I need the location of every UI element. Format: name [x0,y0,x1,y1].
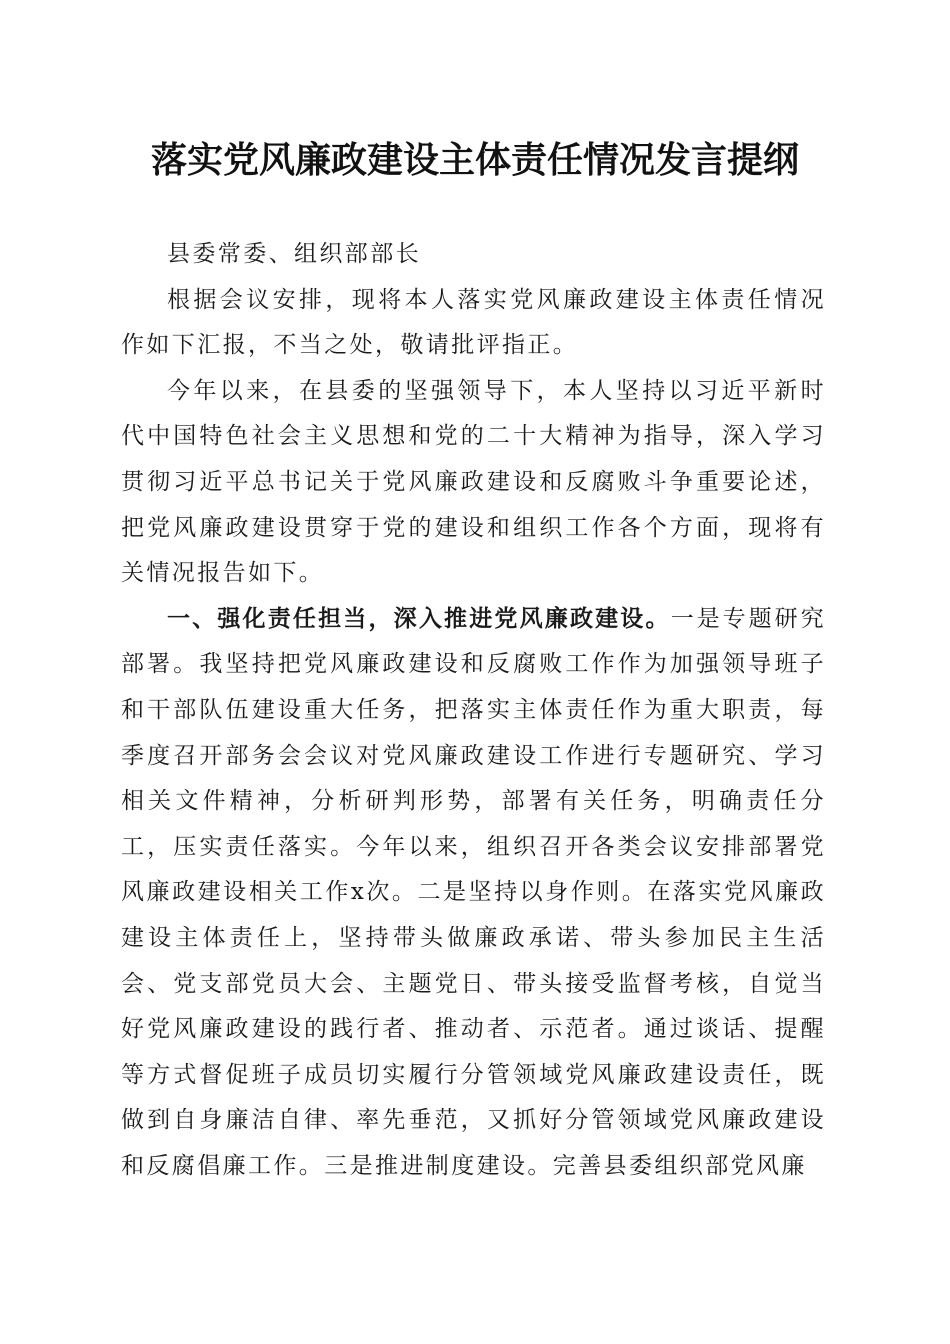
document-body [121,232,826,1189]
section-one-text: 一是专题研究部署。我坚持把党风廉政建设和反腐败工作作为加强领导班子和干部队伍建设重大任务，把落实主体责任作为重大职责，每季度召开部务会会议对党风廉政建设工作进行专题研究、学习相关文件精神，分析研判形势，部署有关任务，明确责任分工，压实责任落实。今年以来，组织召开各类会议安排部署党风廉政建设相关工作x次。二是坚持以身作则。在落实党风廉政建设主体责任上，坚持带头做廉政承诺、带头参加民主生活会、党支部党员大会、主题党日、带头接受监督考核，自觉当好党风廉政建设的践行者、推动者、示范者。通过谈话、提醒等方式督促班子成员切实履行分管领域党风廉政建设责任，既做到自身廉洁自律、率先垂范，又抓好分管领域党风廉政建设和反腐倡廉工作。三是推进制度建设。完善县委组织部党风廉 [121,605,827,1179]
paragraph-overview: 今年以来，在县委的坚强领导下，本人坚持以习近平新时代中国特色社会主义思想和党的二十大精神为指导，深入学习贯彻习近平总书记关于党风廉政建设和反腐败斗争重要论述，把党风廉政建设贯穿于党的建设和组织工作各个方面，现将有关情况报告如下。 [121,377,826,587]
document-title: 落实党风廉政建设主体责任情况发言提纲 [150,139,799,181]
paragraph-section-one [121,597,826,1190]
paragraph-intro: 根据会议安排，现将本人落实党风廉政建设主体责任情况作如下汇报，不当之处，敬请批评指正。 [121,286,826,359]
speaker-line: 县委常委、组织部部长 [167,241,421,267]
section-one-heading: 一、强化责任担当，深入推进党风廉政建设。 [167,605,671,632]
